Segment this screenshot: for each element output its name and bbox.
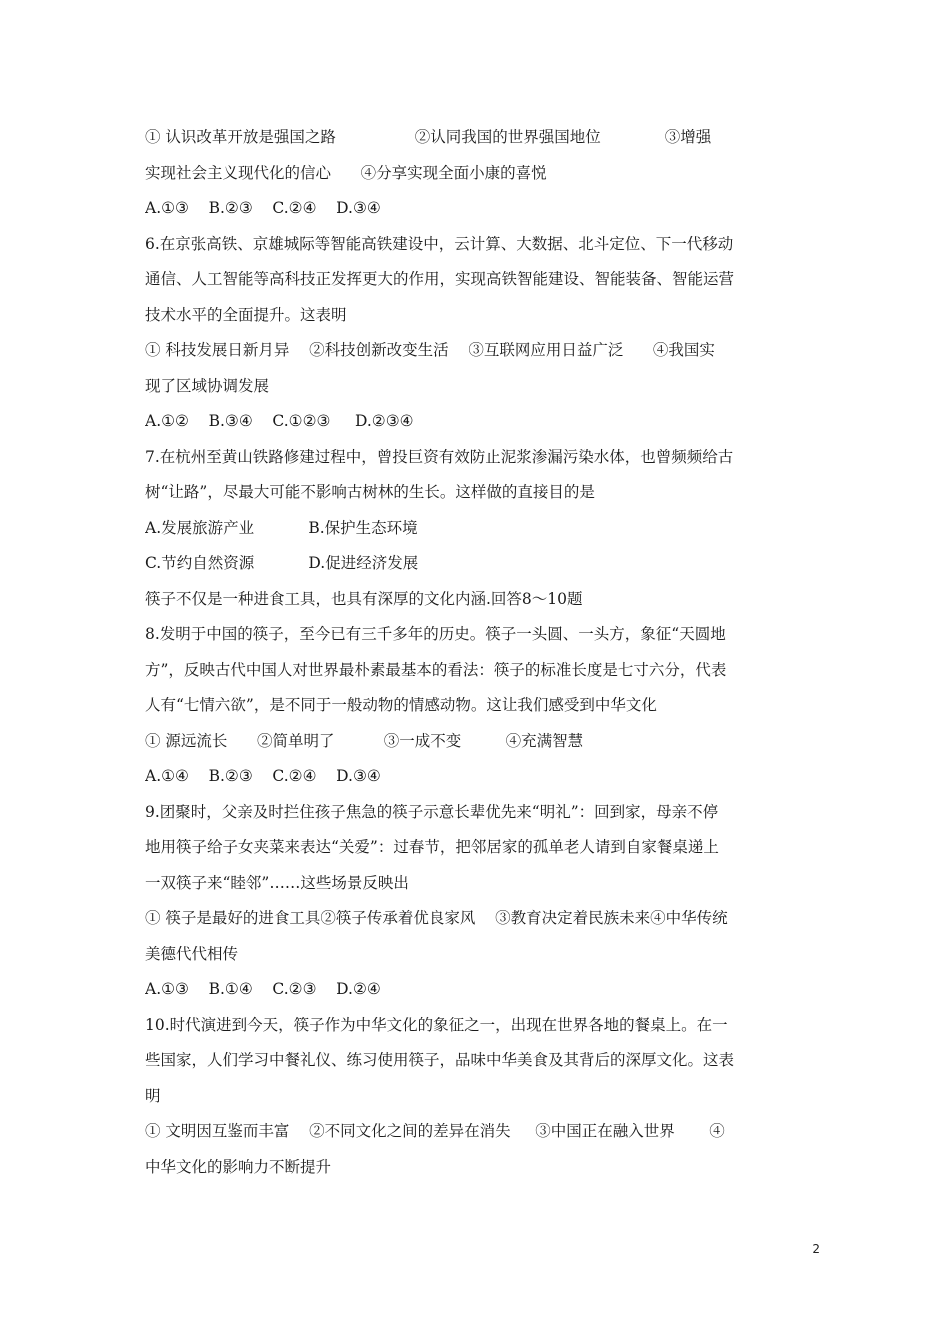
text-line: 人有“七情六欲”，是不同于一般动物的情感动物。这让我们感受到中华文化: [145, 696, 657, 714]
text-line: 一双筷子来“睦邻”……这些场景反映出: [145, 873, 409, 892]
text-line: 明: [145, 1086, 161, 1105]
text-line: A.①④ B.②③ C.②④ D.③④: [145, 767, 381, 785]
question-8-line: 8.发明于中国的筷子，至今已有三千多年的历史。筷子一头圆、一头方，象征“天圆地: [145, 625, 726, 643]
text-line: 通信、人工智能等高科技正发挥更大的作用，实现高铁智能建设、智能装备、智能运营: [145, 270, 735, 288]
page-number: 2: [812, 1242, 820, 1256]
text-line: ① 筷子是最好的进食工具②筷子传承着优良家风 ③教育决定着民族未来④中华传统: [145, 909, 728, 927]
section-intro-line: 筷子不仅是一种进食工具，也具有深厚的文化内涵.回答8～10题: [145, 589, 583, 608]
text-line: ① 文明因互鉴而丰富 ②不同文化之间的差异在消失 ③中国正在融入世界 ④: [145, 1122, 725, 1140]
text-line: 技术水平的全面提升。这表明: [145, 305, 347, 324]
text-line: A.①③ B.②③ C.②④ D.③④: [145, 199, 381, 217]
text-line: A.发展旅游产业 B.保护生态环境: [145, 518, 418, 537]
text-line: 方”，反映古代中国人对世界最朴素最基本的看法：筷子的标准长度是七寸六分，代表: [145, 660, 727, 679]
document-body: [145, 120, 807, 1185]
text-line: ① 认识改革开放是强国之路 ②认同我国的世界强国地位 ③增强: [145, 128, 712, 146]
text-line: 地用筷子给子女夹菜来表达“关爱”：过春节，把邻居家的孤单老人请到自家餐桌递上: [145, 838, 719, 856]
text-line: A.①③ B.①④ C.②③ D.②④: [145, 980, 381, 998]
text-line: 树“让路”，尽最大可能不影响古树林的生长。这样做的直接目的是: [145, 483, 595, 501]
question-6-line: 6.在京张高铁、京雄城际等智能高铁建设中，云计算、大数据、北斗定位、下一代移动: [145, 234, 734, 253]
text-line: C.节约自然资源 D.促进经济发展: [145, 554, 419, 572]
question-10-line: 10.时代演进到今天，筷子作为中华文化的象征之一，出现在世界各地的餐桌上。在一: [145, 1015, 728, 1034]
question-9-line: 9.团聚时，父亲及时拦住孩子焦急的筷子示意长辈优先来“明礼”：回到家，母亲不停: [145, 802, 719, 821]
text-line: 些国家，人们学习中餐礼仪、练习使用筷子，品味中华美食及其背后的深厚文化。这表: [145, 1051, 735, 1069]
text-line: ① 源远流长 ②简单明了 ③一成不变 ④充满智慧: [145, 731, 584, 750]
text-line: 中华文化的影响力不断提升: [145, 1157, 332, 1176]
text-line: 美德代代相传: [145, 944, 239, 963]
text-line: A.①② B.③④ C.①②③ D.②③④: [145, 412, 414, 430]
text-line: 现了区域协调发展: [145, 376, 270, 395]
text-line: ① 科技发展日新月异 ②科技创新改变生活 ③互联网应用日益广泛 ④我国实: [145, 341, 715, 359]
question-7-line: 7.在杭州至黄山铁路修建过程中，曾投巨资有效防止泥浆渗漏污染水体，也曾频频给古: [145, 447, 734, 466]
text-line: 实现社会主义现代化的信心 ④分享实现全面小康的喜悦: [145, 163, 547, 182]
